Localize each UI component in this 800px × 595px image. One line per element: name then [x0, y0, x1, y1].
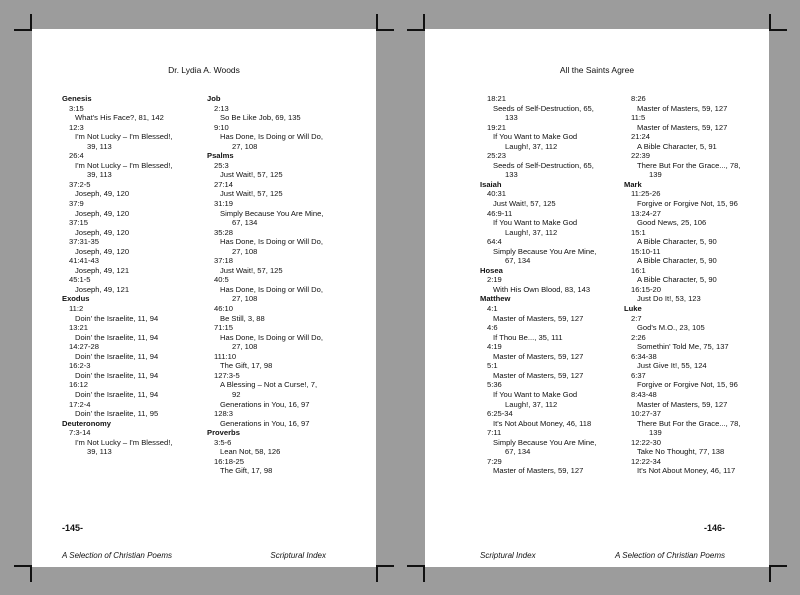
index-reference: 13:24-27 — [631, 208, 661, 218]
footer-right: A Selection of Christian Poems — [615, 551, 725, 560]
crop-mark — [407, 29, 425, 31]
index-book-heading: Matthew — [480, 294, 511, 304]
index-reference: 16:2-3 — [69, 361, 91, 371]
index-reference: 9:10 — [214, 122, 229, 132]
crop-mark — [769, 565, 771, 582]
index-reference: 2:7 — [631, 313, 642, 323]
index-reference: 45:1-5 — [69, 275, 91, 285]
index-reference: 111:10 — [214, 351, 237, 361]
index-reference: 16:12 — [69, 380, 89, 390]
index-poem-entry: Forgive or Forgive Not, 15, 96 — [637, 380, 738, 390]
index-reference: 8:43-48 — [631, 389, 657, 399]
running-head: All the Saints Agree — [559, 65, 635, 75]
index-poem-entry: Has Done, Is Doing or Will Do, — [220, 237, 323, 247]
index-poem-entry: It's Not About Money, 46, 118 — [493, 418, 592, 428]
crop-mark — [376, 29, 394, 31]
index-entry-continuation: 92 — [232, 389, 241, 399]
index-entry-continuation: 39, 113 — [87, 170, 112, 180]
index-poem-entry: Master of Masters, 59, 127 — [493, 466, 584, 476]
index-poem-entry: Master of Masters, 59, 127 — [493, 370, 584, 380]
page-number: -145- — [62, 523, 84, 533]
index-reference: 7:29 — [487, 456, 502, 466]
index-entry-continuation: 27, 108 — [232, 246, 258, 256]
index-reference: 8:26 — [631, 94, 646, 103]
index-poem-entry: Master of Masters, 59, 127 — [493, 313, 584, 323]
index-poem-entry: Has Done, Is Doing or Will Do, — [220, 284, 323, 294]
index-reference: 31:19 — [214, 199, 234, 209]
index-poem-entry: It's Not About Money, 46, 117 — [637, 466, 736, 476]
index-poem-entry: I'm Not Lucky – I'm Blessed!, — [75, 160, 173, 170]
index-poem-entry: If You Want to Make God — [493, 132, 578, 142]
index-book-heading: Isaiah — [480, 179, 502, 189]
index-poem-entry: Doin' the Israelite, 11, 94 — [75, 351, 159, 361]
crop-mark — [423, 565, 425, 582]
index-poem-entry: A Bible Character, 5, 90 — [637, 275, 717, 285]
index-reference: 40:31 — [487, 189, 507, 199]
index-entry-continuation: 67, 134 — [505, 447, 531, 457]
index-poem-entry: A Blessing – Not a Curse!, 7, — [220, 380, 318, 390]
crop-mark — [30, 565, 32, 582]
index-reference: 22:39 — [631, 151, 651, 161]
index-entry-continuation: 27, 108 — [232, 294, 258, 304]
running-head: Dr. Lydia A. Woods — [168, 65, 240, 75]
index-book-heading: Mark — [624, 179, 642, 189]
index-poem-entry: With His Own Blood, 83, 143 — [493, 284, 591, 294]
index-poem-entry: Doin' the Israelite, 11, 94 — [75, 370, 159, 380]
page-right — [425, 29, 769, 567]
index-entry-continuation: 139 — [649, 170, 662, 180]
index-poem-entry: Just Give It!, 55, 124 — [637, 361, 707, 371]
index-poem-entry: Joseph, 49, 120 — [75, 189, 130, 199]
index-poem-entry: Joseph, 49, 120 — [75, 246, 130, 256]
footer-left: A Selection of Christian Poems — [62, 551, 172, 560]
index-reference: 3:5-6 — [214, 437, 232, 447]
index-reference: 6:25-34 — [487, 409, 513, 419]
index-reference: 37:15 — [69, 218, 89, 228]
index-reference: 21:24 — [631, 132, 651, 142]
index-reference: 25:23 — [487, 151, 507, 161]
index-poem-entry: What's His Face?, 81, 142 — [75, 113, 164, 123]
index-entry-continuation: 27, 108 — [232, 141, 258, 151]
index-poem-entry: Just Do It!, 53, 123 — [637, 294, 701, 304]
index-reference: 46:10 — [214, 304, 234, 314]
index-poem-entry: The Gift, 17, 98 — [220, 361, 273, 371]
index-reference: 19:21 — [487, 122, 507, 132]
index-poem-entry: God's M.O., 23, 105 — [637, 323, 705, 333]
index-reference: 16:18-25 — [214, 456, 244, 466]
crop-mark — [376, 565, 394, 567]
index-reference: 27:14 — [214, 179, 234, 189]
index-entry-continuation: 67, 134 — [232, 218, 258, 228]
index-poem-entry: Seeds of Self-Destruction, 65, — [493, 103, 594, 113]
index-entry-continuation: Laugh!, 37, 112 — [505, 141, 558, 151]
index-column — [62, 94, 202, 457]
index-poem-entry: Has Done, Is Doing or Will Do, — [220, 332, 323, 342]
index-poem-entry: Simply Because You Are Mine, — [493, 437, 597, 447]
index-poem-entry: Just Wait!, 57, 125 — [220, 170, 283, 180]
index-reference: 71:15 — [214, 323, 234, 333]
index-poem-entry: I'm Not Lucky – I'm Blessed!, — [75, 132, 173, 142]
index-entry-continuation: 133 — [505, 170, 518, 180]
index-book-heading: Hosea — [480, 265, 503, 275]
crop-mark — [769, 565, 787, 567]
page-left — [32, 29, 376, 567]
index-book-heading: Exodus — [62, 294, 90, 304]
index-reference: 2:19 — [487, 275, 502, 285]
index-reference: 41:41-43 — [69, 256, 99, 266]
index-poem-entry: Simply Because You Are Mine, — [493, 246, 597, 256]
index-reference: 12:3 — [69, 122, 84, 132]
index-poem-entry: If You Want to Make God — [493, 218, 578, 228]
index-reference: 4:19 — [487, 342, 502, 352]
index-reference: 37:9 — [69, 199, 84, 209]
index-poem-entry: Joseph, 49, 121 — [75, 284, 130, 294]
index-poem-entry: There But For the Grace..., 78, — [637, 160, 741, 170]
index-reference: 35:28 — [214, 227, 234, 237]
index-reference: 12:22-34 — [631, 456, 661, 466]
index-column — [207, 94, 347, 476]
index-poem-entry: Doin' the Israelite, 11, 94 — [75, 332, 159, 342]
index-reference: 2:13 — [214, 103, 229, 113]
crop-mark — [407, 565, 425, 567]
index-reference: 25:3 — [214, 160, 229, 170]
index-reference: 11:5 — [631, 113, 646, 123]
index-reference: 17:2-4 — [69, 399, 91, 409]
index-reference: 37:31-35 — [69, 237, 99, 247]
footer-left: Scriptural Index — [480, 551, 536, 560]
index-entry-continuation: Laugh!, 37, 112 — [505, 399, 558, 409]
index-entry-continuation: 39, 113 — [87, 447, 112, 457]
crop-mark — [376, 565, 378, 582]
index-poem-entry: Forgive or Forgive Not, 15, 96 — [637, 199, 738, 209]
index-poem-entry: Master of Masters, 59, 127 — [493, 351, 584, 361]
index-reference: 15:10-11 — [631, 246, 661, 256]
index-poem-entry: Just Wait!, 57, 125 — [220, 189, 283, 199]
index-reference: 16:1 — [631, 265, 646, 275]
index-poem-entry: Joseph, 49, 120 — [75, 227, 130, 237]
index-entry-continuation: Laugh!, 37, 112 — [505, 227, 558, 237]
index-poem-entry: Generations in You, 16, 97 — [220, 399, 310, 409]
index-reference: 37:2-5 — [69, 179, 91, 189]
index-poem-entry: Seeds of Self-Destruction, 65, — [493, 160, 594, 170]
index-book-heading: Luke — [624, 304, 642, 314]
index-reference: 127:3-5 — [214, 370, 240, 380]
crop-mark — [769, 29, 787, 31]
index-poem-entry: Lean Not, 58, 126 — [220, 447, 281, 457]
index-poem-entry: Simply Because You Are Mine, — [220, 208, 324, 218]
index-poem-entry: Doin' the Israelite, 11, 94 — [75, 389, 159, 399]
index-reference: 7:11 — [487, 428, 502, 438]
index-reference: 11:2 — [69, 304, 84, 314]
crop-mark — [14, 29, 32, 31]
index-entry-continuation: 67, 134 — [505, 256, 531, 266]
index-reference: 13:21 — [69, 323, 89, 333]
index-reference: 5:1 — [487, 361, 498, 371]
index-reference: 40:5 — [214, 275, 229, 285]
index-poem-entry: Generations in You, 16, 97 — [220, 418, 310, 428]
index-poem-entry: If You Want to Make God — [493, 389, 578, 399]
index-reference: 7:3-14 — [69, 428, 91, 438]
page-number: -146- — [703, 523, 725, 533]
index-book-heading: Genesis — [62, 94, 92, 103]
index-poem-entry: Just Wait!, 57, 125 — [493, 199, 556, 209]
index-poem-entry: Joseph, 49, 121 — [75, 265, 130, 275]
index-book-heading: Proverbs — [207, 428, 240, 438]
index-poem-entry: Doin' the Israelite, 11, 95 — [75, 409, 159, 419]
index-poem-entry: If Thou Be..., 35, 111 — [493, 332, 563, 342]
index-reference: 18:21 — [487, 94, 507, 103]
index-reference: 3:15 — [69, 103, 84, 113]
index-book-heading: Deuteronomy — [62, 418, 111, 428]
index-poem-entry: The Gift, 17, 98 — [220, 466, 273, 476]
index-poem-entry: Master of Masters, 59, 127 — [637, 399, 728, 409]
index-poem-entry: Good News, 25, 106 — [637, 218, 707, 228]
index-entry-continuation: 27, 108 — [232, 342, 258, 352]
index-book-heading: Psalms — [207, 151, 234, 161]
index-reference: 6:34-38 — [631, 351, 657, 361]
crop-mark — [14, 565, 32, 567]
index-column — [480, 94, 620, 476]
index-reference: 46:9-11 — [487, 208, 513, 218]
index-poem-entry: Doin' the Israelite, 11, 94 — [75, 313, 159, 323]
index-reference: 37:18 — [214, 256, 234, 266]
index-reference: 64:4 — [487, 237, 502, 247]
index-entry-continuation: 39, 113 — [87, 141, 112, 151]
index-poem-entry: Joseph, 49, 120 — [75, 208, 130, 218]
index-poem-entry: Master of Masters, 59, 127 — [637, 122, 728, 132]
index-reference: 14:27-28 — [69, 342, 99, 352]
index-book-heading: Job — [207, 94, 221, 103]
index-reference: 15:1 — [631, 227, 646, 237]
index-reference: 10:27-37 — [631, 409, 661, 419]
index-poem-entry: Be Still, 3, 88 — [220, 313, 265, 323]
index-reference: 5:36 — [487, 380, 502, 390]
index-reference: 12:22-30 — [631, 437, 661, 447]
index-reference: 6:37 — [631, 370, 646, 380]
footer-right: Scriptural Index — [270, 551, 326, 560]
index-reference: 26:4 — [69, 151, 84, 161]
index-reference: 4:6 — [487, 323, 498, 333]
index-reference: 128:3 — [214, 409, 234, 419]
index-entry-continuation: 133 — [505, 113, 518, 123]
index-reference: 11:25-26 — [631, 189, 661, 199]
index-poem-entry: I'm Not Lucky – I'm Blessed!, — [75, 437, 173, 447]
index-poem-entry: Take No Thought, 77, 138 — [637, 447, 725, 457]
index-poem-entry: Just Wait!, 57, 125 — [220, 265, 283, 275]
index-poem-entry: There But For the Grace..., 78, — [637, 418, 741, 428]
index-poem-entry: A Bible Character, 5, 91 — [637, 141, 717, 151]
index-poem-entry: Has Done, Is Doing or Will Do, — [220, 132, 323, 142]
index-poem-entry: Somethin' Told Me, 75, 137 — [637, 342, 729, 352]
index-poem-entry: So Be Like Job, 69, 135 — [220, 113, 301, 123]
index-poem-entry: Master of Masters, 59, 127 — [637, 103, 728, 113]
index-reference: 16:15-20 — [631, 284, 661, 294]
index-reference: 4:1 — [487, 304, 498, 314]
index-reference: 2:26 — [631, 332, 646, 342]
index-entry-continuation: 139 — [649, 428, 662, 438]
index-poem-entry: A Bible Character, 5, 90 — [637, 256, 717, 266]
index-column — [624, 94, 764, 476]
index-poem-entry: A Bible Character, 5, 90 — [637, 237, 717, 247]
